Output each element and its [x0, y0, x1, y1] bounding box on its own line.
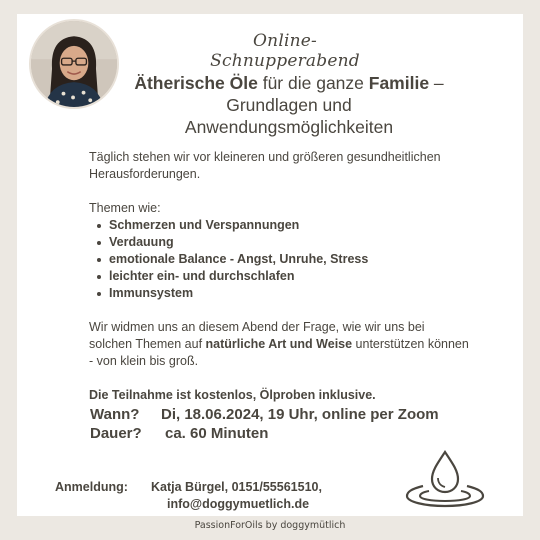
title-line-2: Grundlagen und	[226, 95, 352, 115]
when-row	[90, 405, 439, 424]
avatar	[29, 19, 119, 109]
registration-label: Anmeldung:	[55, 480, 128, 494]
schedule	[90, 405, 439, 443]
when-label: Wann?	[90, 406, 140, 423]
title-part-1: Ätherische Öle	[134, 73, 258, 93]
when-value: Di, 18.06.2024, 19 Uhr, online per Zoom	[161, 406, 439, 423]
intro-text: Täglich stehen wir vor kleineren und größeren gesundheitlichen Herausforderungen.	[89, 150, 441, 181]
avatar-photo	[31, 21, 117, 107]
footer-brand: PassionForOils by doggymütlich	[194, 520, 346, 531]
topic-item: Verdauung	[95, 234, 469, 251]
title-line-3: Anwendungsmöglichkeiten	[184, 117, 394, 137]
topic-item: Immunsystem	[95, 285, 469, 302]
body-text	[89, 149, 469, 404]
duration-value: ca. 60 Minuten	[165, 425, 269, 442]
topic-item: leichter ein- und durchschlafen	[95, 268, 469, 285]
registration-contact	[151, 479, 361, 513]
description-emphasis: natürliche Art und Weise	[205, 337, 353, 351]
description-text	[89, 319, 469, 370]
flyer-card	[17, 14, 523, 516]
description-part-1: Wir widmen uns an diesem Abend der Frage, wie wir uns bei solchen Themen auf	[89, 320, 425, 351]
description-part-2: unterstützen können - von klein bis groß.	[89, 337, 469, 368]
title-part-2: für die ganze	[257, 73, 369, 93]
participation-note: Die Teilnahme ist kostenlos, Ölproben inklusive.	[89, 388, 376, 402]
title-line-1	[109, 72, 469, 94]
duration-label: Dauer?	[90, 425, 142, 442]
topic-item: Schmerzen und Verspannungen	[95, 217, 469, 234]
event-type: Online-Schnupperabend	[210, 31, 360, 71]
duration-row	[90, 424, 439, 443]
topic-item: emotionale Balance - Angst, Unruhe, Stress	[95, 251, 469, 268]
topics-heading: Themen wie:	[89, 201, 161, 215]
title-part-4: –	[429, 73, 444, 93]
title-part-3: Familie	[368, 73, 430, 93]
topics-list	[95, 217, 469, 302]
contact-email[interactable]: info@doggymuetlich.de	[167, 497, 310, 511]
water-drop-icon	[399, 446, 491, 508]
page-title	[109, 72, 469, 138]
contact-line-1: Katja Bürgel, 0151/55561510,	[151, 480, 322, 494]
